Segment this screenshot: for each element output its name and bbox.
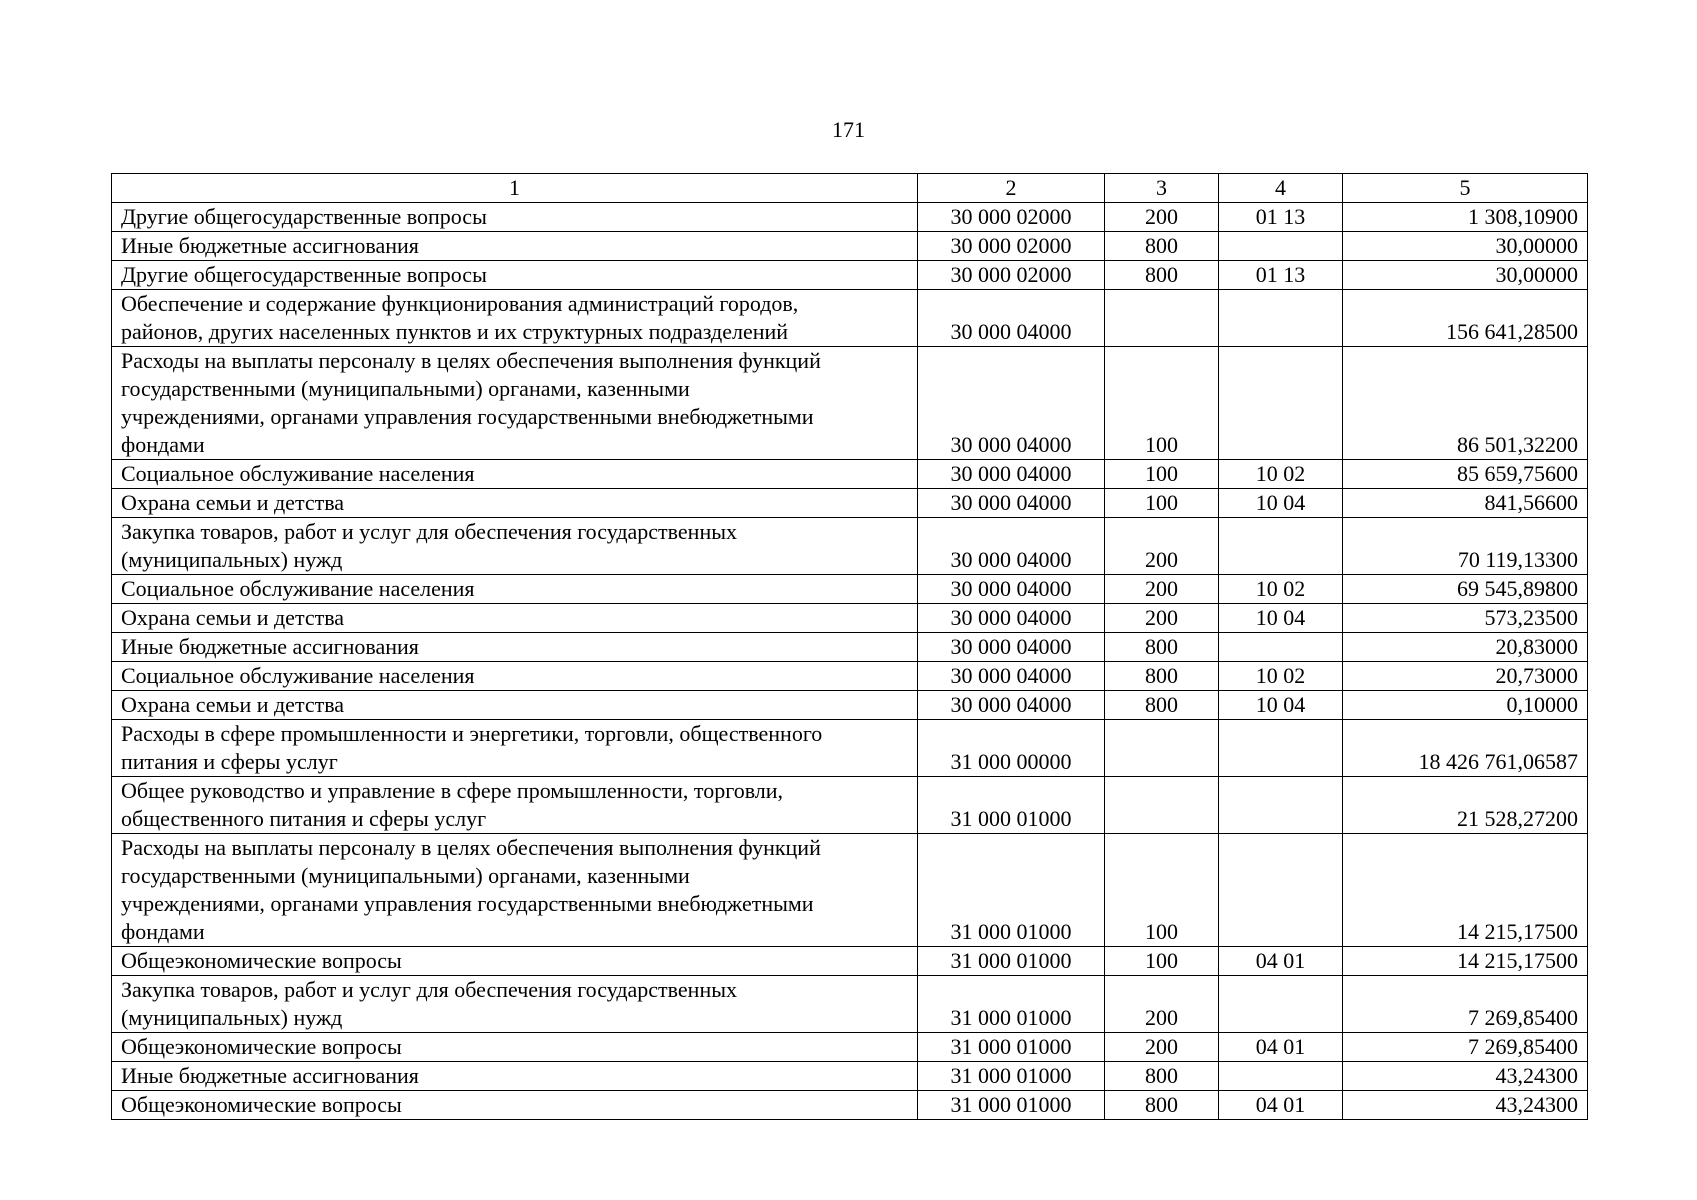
section-code-cell — [1219, 720, 1343, 777]
amount-cell: 14 215,17500 — [1343, 947, 1588, 976]
amount-cell: 30,00000 — [1343, 232, 1588, 261]
expense-type-cell: 800 — [1105, 232, 1219, 261]
table-row — [112, 460, 1588, 489]
expense-name-cell: Общее руководство и управление в сфере промышленности, торговли, общественного питания и сферы услуг — [112, 777, 918, 834]
amount-cell: 43,24300 — [1343, 1091, 1588, 1120]
target-code-cell: 31 000 01000 — [918, 947, 1105, 976]
section-code-cell — [1219, 290, 1343, 347]
expense-type-cell — [1105, 720, 1219, 777]
amount-cell: 18 426 761,06587 — [1343, 720, 1588, 777]
expense-type-cell: 200 — [1105, 518, 1219, 575]
section-code-cell: 01 13 — [1219, 261, 1343, 290]
target-code-cell: 30 000 04000 — [918, 347, 1105, 460]
section-code-cell: 10 04 — [1219, 604, 1343, 633]
expense-type-cell: 200 — [1105, 1033, 1219, 1062]
expense-type-cell: 100 — [1105, 489, 1219, 518]
table-row — [112, 1033, 1588, 1062]
expense-name-cell: Закупка товаров, работ и услуг для обеспечения государственных (муниципальных) нужд — [112, 518, 918, 575]
amount-cell: 841,56600 — [1343, 489, 1588, 518]
expense-type-cell: 200 — [1105, 203, 1219, 232]
section-code-cell — [1219, 347, 1343, 460]
expense-name-cell: Другие общегосударственные вопросы — [112, 203, 918, 232]
budget-table — [111, 173, 1588, 1120]
amount-cell: 69 545,89800 — [1343, 575, 1588, 604]
column-header-5: 5 — [1343, 174, 1588, 203]
expense-name-cell: Расходы на выплаты персоналу в целях обеспечения выполнения функций государственными (муниципальными) органами, казенными учреждениями, органами управления государственными внебюджетными фондами — [112, 834, 918, 947]
column-header-3: 3 — [1105, 174, 1219, 203]
amount-cell: 0,10000 — [1343, 691, 1588, 720]
table-row — [112, 261, 1588, 290]
expense-name-cell: Иные бюджетные ассигнования — [112, 1062, 918, 1091]
expense-type-cell: 100 — [1105, 947, 1219, 976]
table-row — [112, 1091, 1588, 1120]
section-code-cell: 04 01 — [1219, 1091, 1343, 1120]
expense-name-cell: Другие общегосударственные вопросы — [112, 261, 918, 290]
expense-type-cell: 800 — [1105, 1062, 1219, 1091]
section-code-cell: 04 01 — [1219, 1033, 1343, 1062]
target-code-cell: 30 000 04000 — [918, 662, 1105, 691]
section-code-cell — [1219, 1062, 1343, 1091]
section-code-cell: 10 02 — [1219, 575, 1343, 604]
expense-type-cell — [1105, 777, 1219, 834]
expense-name-cell: Социальное обслуживание населения — [112, 460, 918, 489]
expense-type-cell: 800 — [1105, 633, 1219, 662]
amount-cell: 30,00000 — [1343, 261, 1588, 290]
expense-name-cell: Социальное обслуживание населения — [112, 575, 918, 604]
target-code-cell: 30 000 04000 — [918, 633, 1105, 662]
target-code-cell: 30 000 04000 — [918, 691, 1105, 720]
table-row — [112, 633, 1588, 662]
target-code-cell: 30 000 02000 — [918, 232, 1105, 261]
section-code-cell: 10 04 — [1219, 489, 1343, 518]
expense-type-cell: 100 — [1105, 834, 1219, 947]
expense-type-cell: 200 — [1105, 604, 1219, 633]
expense-name-cell: Расходы на выплаты персоналу в целях обеспечения выполнения функций государственными (муниципальными) органами, казенными учреждениями, органами управления государственными внебюджетными фондами — [112, 347, 918, 460]
table-row — [112, 203, 1588, 232]
amount-cell: 21 528,27200 — [1343, 777, 1588, 834]
expense-name-cell: Общеэкономические вопросы — [112, 947, 918, 976]
expense-name-cell: Закупка товаров, работ и услуг для обеспечения государственных (муниципальных) нужд — [112, 976, 918, 1033]
amount-cell: 573,23500 — [1343, 604, 1588, 633]
page-number: 171 — [832, 117, 865, 142]
expense-name-cell: Иные бюджетные ассигнования — [112, 232, 918, 261]
expense-name-cell: Социальное обслуживание населения — [112, 662, 918, 691]
column-header-4: 4 — [1219, 174, 1343, 203]
table-row — [112, 662, 1588, 691]
table-body — [112, 174, 1588, 1120]
expense-type-cell: 800 — [1105, 691, 1219, 720]
table-row — [112, 575, 1588, 604]
expense-type-cell: 800 — [1105, 662, 1219, 691]
amount-cell: 1 308,10900 — [1343, 203, 1588, 232]
expense-name-cell: Иные бюджетные ассигнования — [112, 633, 918, 662]
section-code-cell — [1219, 834, 1343, 947]
table-row — [112, 947, 1588, 976]
table-row — [112, 347, 1588, 460]
table-header-row — [112, 174, 1588, 203]
section-code-cell: 04 01 — [1219, 947, 1343, 976]
section-code-cell — [1219, 232, 1343, 261]
expense-name-cell: Общеэкономические вопросы — [112, 1091, 918, 1120]
table-row — [112, 720, 1588, 777]
amount-cell: 20,73000 — [1343, 662, 1588, 691]
expense-type-cell: 200 — [1105, 575, 1219, 604]
table-row — [112, 976, 1588, 1033]
amount-cell: 14 215,17500 — [1343, 834, 1588, 947]
amount-cell: 85 659,75600 — [1343, 460, 1588, 489]
amount-cell: 7 269,85400 — [1343, 1033, 1588, 1062]
expense-type-cell: 800 — [1105, 261, 1219, 290]
table-row — [112, 232, 1588, 261]
amount-cell: 70 119,13300 — [1343, 518, 1588, 575]
target-code-cell: 31 000 01000 — [918, 834, 1105, 947]
expense-name-cell: Охрана семьи и детства — [112, 691, 918, 720]
target-code-cell: 31 000 01000 — [918, 1062, 1105, 1091]
expense-name-cell: Общеэкономические вопросы — [112, 1033, 918, 1062]
section-code-cell: 10 04 — [1219, 691, 1343, 720]
amount-cell: 20,83000 — [1343, 633, 1588, 662]
target-code-cell: 31 000 01000 — [918, 1091, 1105, 1120]
section-code-cell — [1219, 633, 1343, 662]
target-code-cell: 31 000 00000 — [918, 720, 1105, 777]
table-row — [112, 489, 1588, 518]
expense-name-cell: Охрана семьи и детства — [112, 489, 918, 518]
amount-cell: 7 269,85400 — [1343, 976, 1588, 1033]
section-code-cell: 10 02 — [1219, 460, 1343, 489]
table-row — [112, 777, 1588, 834]
table-row — [112, 691, 1588, 720]
section-code-cell: 10 02 — [1219, 662, 1343, 691]
table-row — [112, 518, 1588, 575]
expense-name-cell: Расходы в сфере промышленности и энергетики, торговли, общественного питания и сферы услуг — [112, 720, 918, 777]
expense-type-cell: 100 — [1105, 347, 1219, 460]
target-code-cell: 31 000 01000 — [918, 777, 1105, 834]
amount-cell: 86 501,32200 — [1343, 347, 1588, 460]
target-code-cell: 30 000 04000 — [918, 489, 1105, 518]
target-code-cell: 30 000 04000 — [918, 604, 1105, 633]
table-row — [112, 1062, 1588, 1091]
table-row — [112, 290, 1588, 347]
amount-cell: 43,24300 — [1343, 1062, 1588, 1091]
expense-name-cell: Охрана семьи и детства — [112, 604, 918, 633]
target-code-cell: 31 000 01000 — [918, 976, 1105, 1033]
expense-type-cell: 200 — [1105, 976, 1219, 1033]
section-code-cell: 01 13 — [1219, 203, 1343, 232]
section-code-cell — [1219, 518, 1343, 575]
expense-type-cell: 100 — [1105, 460, 1219, 489]
expense-type-cell — [1105, 290, 1219, 347]
section-code-cell — [1219, 976, 1343, 1033]
expense-name-cell: Обеспечение и содержание функционирования администраций городов, районов, других населенных пунктов и их структурных подразделений — [112, 290, 918, 347]
column-header-2: 2 — [918, 174, 1105, 203]
target-code-cell: 30 000 02000 — [918, 261, 1105, 290]
target-code-cell: 30 000 04000 — [918, 575, 1105, 604]
target-code-cell: 30 000 04000 — [918, 290, 1105, 347]
target-code-cell: 30 000 04000 — [918, 460, 1105, 489]
table-row — [112, 604, 1588, 633]
amount-cell: 156 641,28500 — [1343, 290, 1588, 347]
column-header-1: 1 — [112, 174, 918, 203]
target-code-cell: 30 000 02000 — [918, 203, 1105, 232]
table-row — [112, 834, 1588, 947]
target-code-cell: 31 000 01000 — [918, 1033, 1105, 1062]
expense-type-cell: 800 — [1105, 1091, 1219, 1120]
section-code-cell — [1219, 777, 1343, 834]
target-code-cell: 30 000 04000 — [918, 518, 1105, 575]
